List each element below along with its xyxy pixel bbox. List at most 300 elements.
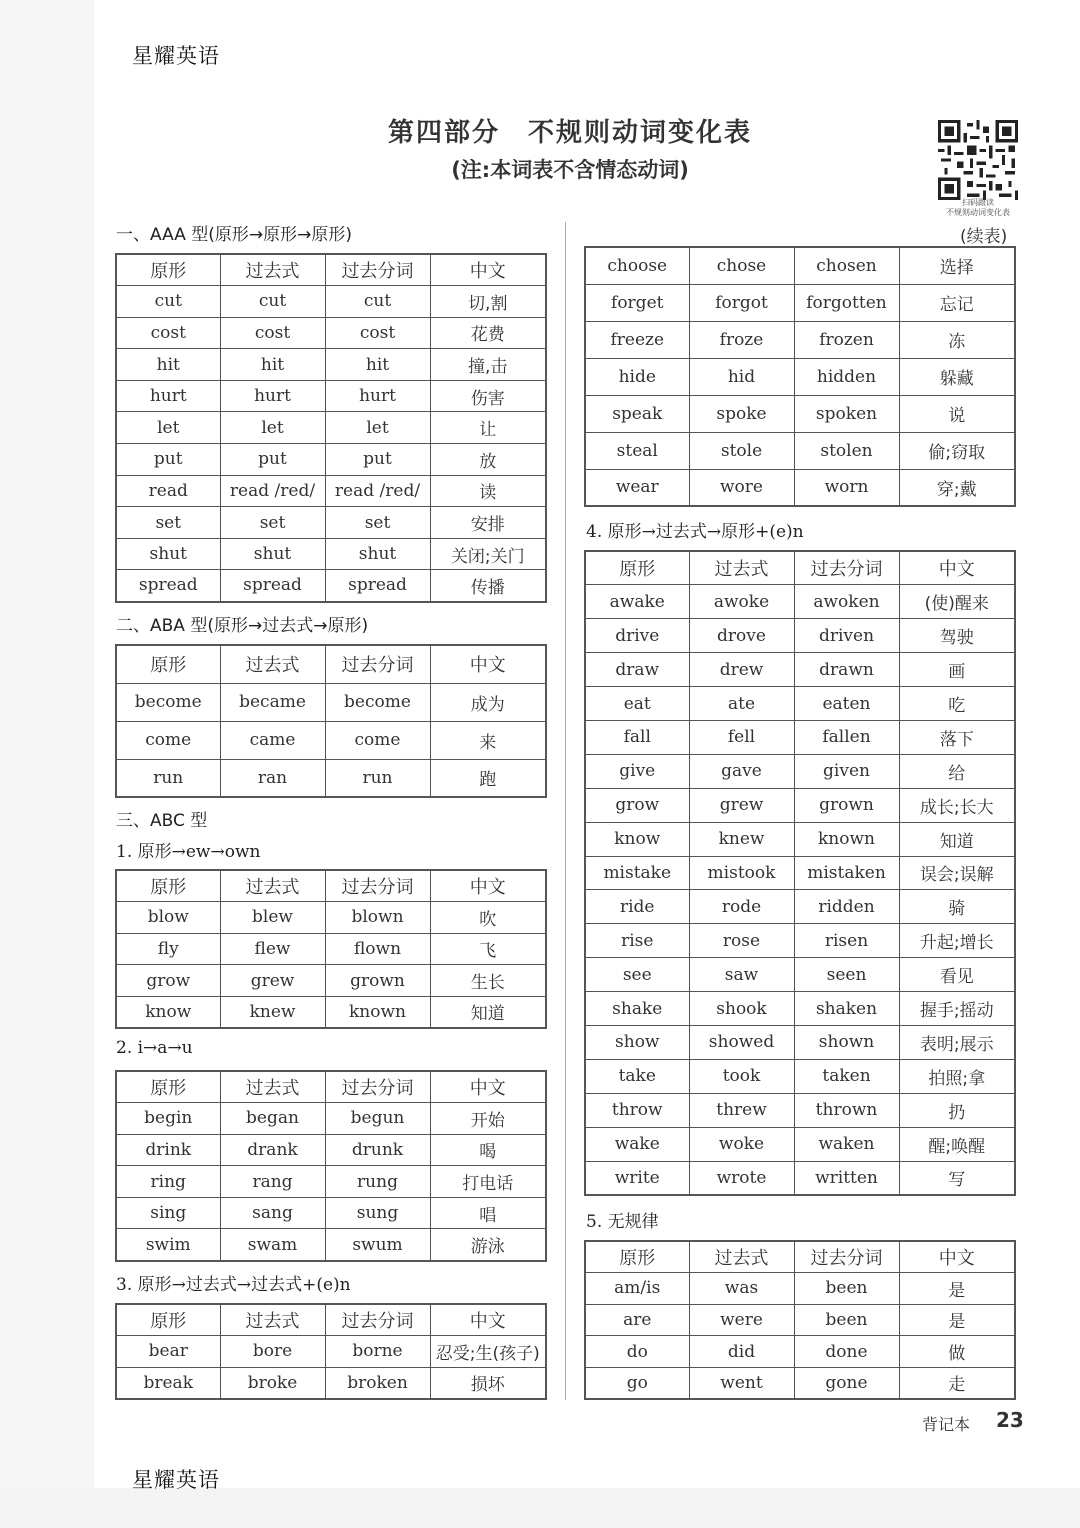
base-form-cell: ride	[585, 890, 689, 924]
past-tense-cell: blew	[220, 902, 325, 934]
table-row	[585, 1161, 1015, 1195]
past-tense-cell: froze	[689, 321, 794, 358]
past-participle-cell: borne	[325, 1336, 430, 1368]
continued-label: (续表)	[960, 227, 1008, 247]
table-row	[585, 754, 1015, 788]
past-tense-cell: wore	[689, 469, 794, 506]
table-row	[585, 924, 1015, 958]
base-form-cell: come	[116, 721, 220, 759]
column-header: 过去分词	[325, 254, 430, 286]
past-participle-cell: come	[325, 721, 430, 759]
chinese-meaning-cell: 打电话	[430, 1166, 546, 1198]
table-row	[585, 432, 1015, 469]
chinese-meaning-cell: 跑	[430, 759, 546, 797]
column-header: 原形	[116, 254, 220, 286]
chinese-meaning-cell: 安排	[430, 507, 546, 539]
table-header-row	[585, 1241, 1015, 1273]
base-form-cell: sing	[116, 1197, 220, 1229]
base-form-cell: see	[585, 958, 689, 992]
chinese-meaning-cell: 吹	[430, 902, 546, 934]
past-participle-cell: written	[794, 1161, 899, 1195]
past-tense-cell: took	[689, 1059, 794, 1093]
page-subtitle: (注:本词表不含情态动词)	[451, 158, 689, 182]
base-form-cell: begin	[116, 1103, 220, 1135]
chinese-meaning-cell: 让	[430, 412, 546, 444]
table-row	[585, 1025, 1015, 1059]
scan-left-margin	[0, 0, 94, 1528]
past-tense-cell: gave	[689, 754, 794, 788]
chinese-meaning-cell: 开始	[430, 1103, 546, 1135]
column-header: 原形	[116, 645, 220, 683]
column-header: 过去式	[220, 1304, 325, 1336]
base-form-cell: throw	[585, 1093, 689, 1127]
table-row	[116, 683, 546, 721]
past-participle-cell: been	[794, 1304, 899, 1336]
past-participle-cell: chosen	[794, 247, 899, 284]
table-aba	[115, 644, 547, 798]
table-row	[116, 721, 546, 759]
base-form-cell: hide	[585, 358, 689, 395]
table-header-row	[116, 254, 546, 286]
past-participle-cell: waken	[794, 1127, 899, 1161]
base-form-cell: grow	[585, 788, 689, 822]
base-form-cell: fall	[585, 720, 689, 754]
chinese-meaning-cell: 切,割	[430, 286, 546, 318]
table-row	[585, 890, 1015, 924]
table-row	[116, 933, 546, 965]
column-header: 原形	[116, 870, 220, 902]
qr-caption-line1: 扫码跟读	[962, 198, 994, 207]
past-participle-cell: begun	[325, 1103, 430, 1135]
chinese-meaning-cell: 落下	[899, 720, 1015, 754]
past-tense-cell: drove	[689, 619, 794, 653]
chinese-meaning-cell: 成为	[430, 683, 546, 721]
past-participle-cell: driven	[794, 619, 899, 653]
past-participle-cell: frozen	[794, 321, 899, 358]
chinese-meaning-cell: 选择	[899, 247, 1015, 284]
past-tense-cell: knew	[689, 822, 794, 856]
chinese-meaning-cell: 画	[899, 653, 1015, 687]
chinese-meaning-cell: 游泳	[430, 1229, 546, 1261]
chinese-meaning-cell: 看见	[899, 958, 1015, 992]
column-header: 过去式	[220, 870, 325, 902]
past-tense-cell: grew	[689, 788, 794, 822]
chinese-meaning-cell: 扔	[899, 1093, 1015, 1127]
base-form-cell: grow	[116, 965, 220, 997]
base-form-cell: mistake	[585, 856, 689, 890]
table-row	[585, 1059, 1015, 1093]
table-header-row	[585, 551, 1015, 585]
page-number: 23	[996, 1408, 1024, 1432]
chinese-meaning-cell: 说	[899, 395, 1015, 432]
table-row	[585, 395, 1015, 432]
table-row	[585, 284, 1015, 321]
past-participle-cell: seen	[794, 958, 899, 992]
table-row	[116, 1134, 546, 1166]
base-form-cell: speak	[585, 395, 689, 432]
table-row	[585, 653, 1015, 687]
chinese-meaning-cell: 拍照;拿	[899, 1059, 1015, 1093]
past-tense-cell: hurt	[220, 380, 325, 412]
past-participle-cell: risen	[794, 924, 899, 958]
base-form-cell: am/is	[585, 1273, 689, 1305]
column-header: 中文	[430, 1304, 546, 1336]
table-row	[116, 965, 546, 997]
table-row	[585, 958, 1015, 992]
chinese-meaning-cell: 生长	[430, 965, 546, 997]
subsection-heading-2: 2. i→a→u	[116, 1038, 193, 1058]
past-participle-cell: worn	[794, 469, 899, 506]
qr-code-icon[interactable]	[938, 120, 1018, 200]
chinese-meaning-cell: 知道	[899, 822, 1015, 856]
past-tense-cell: rose	[689, 924, 794, 958]
column-header: 中文	[430, 1071, 546, 1103]
chinese-meaning-cell: 升起;增长	[899, 924, 1015, 958]
past-participle-cell: gone	[794, 1367, 899, 1399]
past-tense-cell: came	[220, 721, 325, 759]
base-form-cell: become	[116, 683, 220, 721]
past-tense-cell: spread	[220, 570, 325, 602]
past-participle-cell: blown	[325, 902, 430, 934]
base-form-cell: spread	[116, 570, 220, 602]
past-tense-cell: was	[689, 1273, 794, 1305]
past-participle-cell: forgotten	[794, 284, 899, 321]
table-row	[585, 247, 1015, 284]
chinese-meaning-cell: 传播	[430, 570, 546, 602]
past-participle-cell: become	[325, 683, 430, 721]
qr-caption	[930, 198, 1026, 218]
past-tense-cell: went	[689, 1367, 794, 1399]
table-abc-1	[115, 869, 547, 1029]
base-form-cell: drive	[585, 619, 689, 653]
base-form-cell: set	[116, 507, 220, 539]
chinese-meaning-cell: 飞	[430, 933, 546, 965]
base-form-cell: wear	[585, 469, 689, 506]
base-form-cell: eat	[585, 687, 689, 721]
table-row	[585, 469, 1015, 506]
past-tense-cell: ate	[689, 687, 794, 721]
past-participle-cell: awoken	[794, 585, 899, 619]
past-tense-cell: became	[220, 683, 325, 721]
base-form-cell: swim	[116, 1229, 220, 1261]
qr-caption-line2: 不规则动词变化表	[946, 208, 1010, 217]
past-tense-cell: set	[220, 507, 325, 539]
past-participle-cell: rung	[325, 1166, 430, 1198]
chinese-meaning-cell: 做	[899, 1336, 1015, 1368]
chinese-meaning-cell: 成长;长大	[899, 788, 1015, 822]
chinese-meaning-cell: 走	[899, 1367, 1015, 1399]
base-form-cell: break	[116, 1367, 220, 1399]
past-tense-cell: bore	[220, 1336, 325, 1368]
past-tense-cell: hit	[220, 349, 325, 381]
column-header: 过去式	[220, 1071, 325, 1103]
table-row	[585, 1093, 1015, 1127]
base-form-cell: drink	[116, 1134, 220, 1166]
past-participle-cell: spread	[325, 570, 430, 602]
past-participle-cell: eaten	[794, 687, 899, 721]
past-tense-cell: cut	[220, 286, 325, 318]
past-participle-cell: set	[325, 507, 430, 539]
column-header: 原形	[585, 551, 689, 585]
subsection-heading-5: 5. 无规律	[586, 1212, 659, 1232]
base-form-cell: read	[116, 475, 220, 507]
scan-bottom-margin	[0, 1488, 1080, 1528]
chinese-meaning-cell: 醒;唤醒	[899, 1127, 1015, 1161]
chinese-meaning-cell: 骑	[899, 890, 1015, 924]
base-form-cell: steal	[585, 432, 689, 469]
chinese-meaning-cell: (使)醒来	[899, 585, 1015, 619]
column-header: 过去分词	[794, 1241, 899, 1273]
column-header: 中文	[899, 1241, 1015, 1273]
subsection-heading-1: 1. 原形→ew→own	[116, 842, 261, 862]
column-header: 中文	[430, 870, 546, 902]
table-row	[116, 349, 546, 381]
table-header-row	[116, 1071, 546, 1103]
table-row	[585, 1273, 1015, 1305]
base-form-cell: draw	[585, 653, 689, 687]
base-form-cell: take	[585, 1059, 689, 1093]
chinese-meaning-cell: 喝	[430, 1134, 546, 1166]
base-form-cell: give	[585, 754, 689, 788]
past-participle-cell: taken	[794, 1059, 899, 1093]
column-header: 过去式	[220, 254, 325, 286]
table-row	[116, 1197, 546, 1229]
past-tense-cell: were	[689, 1304, 794, 1336]
base-form-cell: put	[116, 444, 220, 476]
base-form-cell: awake	[585, 585, 689, 619]
chinese-meaning-cell: 握手;摇动	[899, 992, 1015, 1026]
past-tense-cell: broke	[220, 1367, 325, 1399]
past-tense-cell: fell	[689, 720, 794, 754]
past-participle-cell: mistaken	[794, 856, 899, 890]
table-row	[116, 570, 546, 602]
table-row	[116, 380, 546, 412]
section-heading-aba: 二、ABA 型(原形→过去式→原形)	[116, 616, 369, 636]
base-form-cell: shake	[585, 992, 689, 1026]
base-form-cell: wake	[585, 1127, 689, 1161]
past-participle-cell: been	[794, 1273, 899, 1305]
table-row	[116, 286, 546, 318]
footer-label: 背记本	[922, 1415, 971, 1434]
base-form-cell: cut	[116, 286, 220, 318]
table-header-row	[116, 1304, 546, 1336]
chinese-meaning-cell: 误会;误解	[899, 856, 1015, 890]
table-row	[116, 1336, 546, 1368]
past-participle-cell: shown	[794, 1025, 899, 1059]
base-form-cell: hit	[116, 349, 220, 381]
table-row	[585, 788, 1015, 822]
table-abc-5	[584, 1240, 1016, 1400]
column-divider	[565, 222, 566, 1400]
column-header: 原形	[585, 1241, 689, 1273]
past-participle-cell: grown	[325, 965, 430, 997]
past-participle-cell: hurt	[325, 380, 430, 412]
base-form-cell: fly	[116, 933, 220, 965]
past-participle-cell: given	[794, 754, 899, 788]
past-participle-cell: put	[325, 444, 430, 476]
past-tense-cell: drank	[220, 1134, 325, 1166]
table-row	[585, 321, 1015, 358]
chinese-meaning-cell: 放	[430, 444, 546, 476]
base-form-cell: bear	[116, 1336, 220, 1368]
past-participle-cell: thrown	[794, 1093, 899, 1127]
brand-watermark-top: 星耀英语	[132, 44, 220, 68]
past-tense-cell: mistook	[689, 856, 794, 890]
base-form-cell: forget	[585, 284, 689, 321]
column-header: 过去式	[689, 1241, 794, 1273]
base-form-cell: rise	[585, 924, 689, 958]
column-header: 过去分词	[325, 1071, 430, 1103]
past-tense-cell: stole	[689, 432, 794, 469]
chinese-meaning-cell: 唱	[430, 1197, 546, 1229]
table-row	[585, 585, 1015, 619]
table-row	[585, 822, 1015, 856]
table-abc-3	[115, 1303, 547, 1400]
past-tense-cell: showed	[689, 1025, 794, 1059]
past-tense-cell: cost	[220, 317, 325, 349]
table-row	[116, 1229, 546, 1261]
past-participle-cell: known	[794, 822, 899, 856]
base-form-cell: know	[585, 822, 689, 856]
base-form-cell: ring	[116, 1166, 220, 1198]
table-row	[116, 759, 546, 797]
past-tense-cell: began	[220, 1103, 325, 1135]
base-form-cell: blow	[116, 902, 220, 934]
base-form-cell: know	[116, 996, 220, 1028]
base-form-cell: let	[116, 412, 220, 444]
table-row	[116, 996, 546, 1028]
table-row	[585, 720, 1015, 754]
table-row	[116, 475, 546, 507]
column-header: 过去式	[689, 551, 794, 585]
chinese-meaning-cell: 花费	[430, 317, 546, 349]
table-row	[585, 856, 1015, 890]
past-participle-cell: broken	[325, 1367, 430, 1399]
table-abc-2	[115, 1070, 547, 1262]
chinese-meaning-cell: 忘记	[899, 284, 1015, 321]
past-participle-cell: let	[325, 412, 430, 444]
base-form-cell: go	[585, 1367, 689, 1399]
past-tense-cell: grew	[220, 965, 325, 997]
past-participle-cell: ridden	[794, 890, 899, 924]
past-participle-cell: flown	[325, 933, 430, 965]
column-header: 过去式	[220, 645, 325, 683]
past-tense-cell: forgot	[689, 284, 794, 321]
base-form-cell: shut	[116, 538, 220, 570]
chinese-meaning-cell: 表明;展示	[899, 1025, 1015, 1059]
table-row	[585, 992, 1015, 1026]
past-participle-cell: drunk	[325, 1134, 430, 1166]
past-tense-cell: chose	[689, 247, 794, 284]
column-header: 过去分词	[325, 870, 430, 902]
brand-watermark-bottom: 星耀英语	[132, 1468, 220, 1492]
past-tense-cell: did	[689, 1336, 794, 1368]
column-header: 中文	[899, 551, 1015, 585]
chinese-meaning-cell: 损坏	[430, 1367, 546, 1399]
section-heading-aaa: 一、AAA 型(原形→原形→原形)	[116, 225, 352, 245]
table-row	[116, 412, 546, 444]
past-participle-cell: cut	[325, 286, 430, 318]
past-tense-cell: awoke	[689, 585, 794, 619]
base-form-cell: cost	[116, 317, 220, 349]
column-header: 过去分词	[325, 1304, 430, 1336]
past-participle-cell: hidden	[794, 358, 899, 395]
chinese-meaning-cell: 驾驶	[899, 619, 1015, 653]
table-row	[585, 687, 1015, 721]
column-header: 中文	[430, 645, 546, 683]
chinese-meaning-cell: 忍受;生(孩子)	[430, 1336, 546, 1368]
chinese-meaning-cell: 是	[899, 1273, 1015, 1305]
base-form-cell: do	[585, 1336, 689, 1368]
table-row	[585, 1336, 1015, 1368]
chinese-meaning-cell: 关闭;关门	[430, 538, 546, 570]
past-tense-cell: hid	[689, 358, 794, 395]
past-tense-cell: read /red/	[220, 475, 325, 507]
subsection-heading-3: 3. 原形→过去式→过去式+(e)n	[116, 1275, 351, 1295]
past-participle-cell: sung	[325, 1197, 430, 1229]
table-row	[116, 902, 546, 934]
table-aaa	[115, 253, 547, 603]
table-row	[116, 507, 546, 539]
table-abc-3-continued	[584, 246, 1016, 507]
table-row	[116, 1103, 546, 1135]
past-tense-cell: let	[220, 412, 325, 444]
page-title: 第四部分 不规则动词变化表	[387, 118, 752, 148]
column-header: 原形	[116, 1071, 220, 1103]
base-form-cell: choose	[585, 247, 689, 284]
chinese-meaning-cell: 给	[899, 754, 1015, 788]
base-form-cell: are	[585, 1304, 689, 1336]
past-participle-cell: cost	[325, 317, 430, 349]
past-tense-cell: put	[220, 444, 325, 476]
base-form-cell: write	[585, 1161, 689, 1195]
chinese-meaning-cell: 伤害	[430, 380, 546, 412]
base-form-cell: show	[585, 1025, 689, 1059]
past-tense-cell: spoke	[689, 395, 794, 432]
table-abc-4	[584, 550, 1016, 1196]
column-header: 中文	[430, 254, 546, 286]
past-tense-cell: threw	[689, 1093, 794, 1127]
table-row	[585, 1127, 1015, 1161]
past-tense-cell: drew	[689, 653, 794, 687]
table-header-row	[116, 645, 546, 683]
table-row	[585, 619, 1015, 653]
past-tense-cell: swam	[220, 1229, 325, 1261]
past-tense-cell: flew	[220, 933, 325, 965]
table-header-row	[116, 870, 546, 902]
chinese-meaning-cell: 读	[430, 475, 546, 507]
past-participle-cell: shut	[325, 538, 430, 570]
chinese-meaning-cell: 穿;戴	[899, 469, 1015, 506]
past-tense-cell: sang	[220, 1197, 325, 1229]
table-row	[585, 1304, 1015, 1336]
chinese-meaning-cell: 吃	[899, 687, 1015, 721]
chinese-meaning-cell: 躲藏	[899, 358, 1015, 395]
past-participle-cell: run	[325, 759, 430, 797]
table-row	[585, 358, 1015, 395]
past-participle-cell: read /red/	[325, 475, 430, 507]
table-row	[116, 1367, 546, 1399]
past-tense-cell: rode	[689, 890, 794, 924]
base-form-cell: run	[116, 759, 220, 797]
past-participle-cell: done	[794, 1336, 899, 1368]
past-participle-cell: drawn	[794, 653, 899, 687]
past-participle-cell: grown	[794, 788, 899, 822]
past-tense-cell: shook	[689, 992, 794, 1026]
chinese-meaning-cell: 写	[899, 1161, 1015, 1195]
section-heading-abc: 三、ABC 型	[116, 811, 208, 831]
past-participle-cell: stolen	[794, 432, 899, 469]
